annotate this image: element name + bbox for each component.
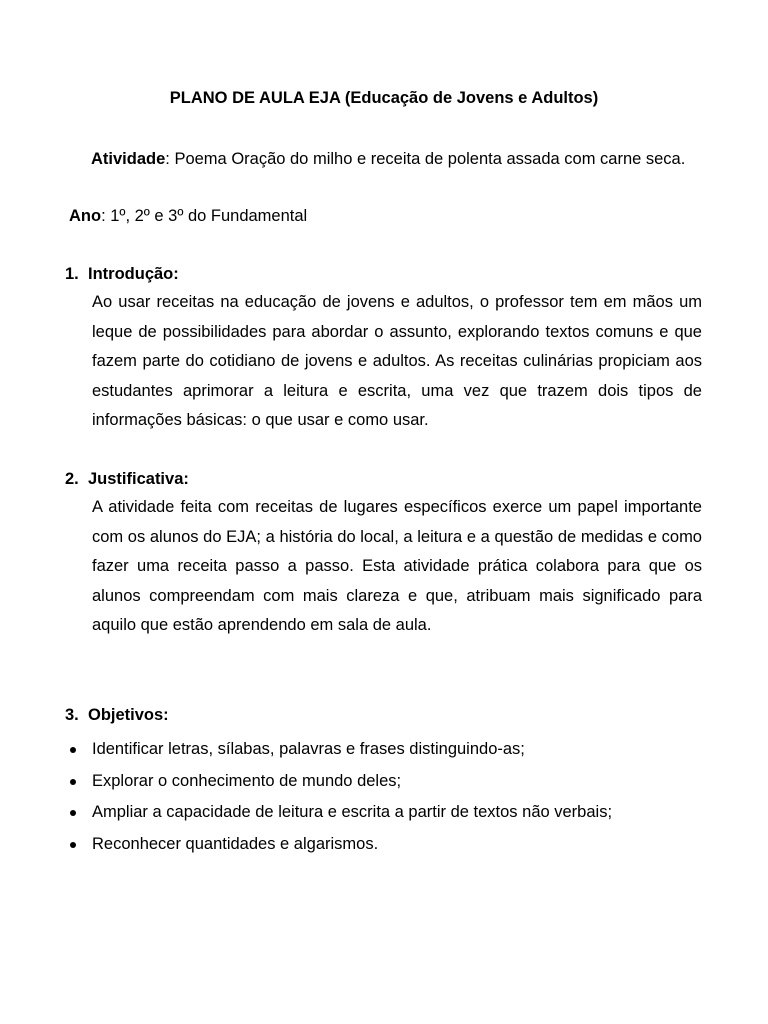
section-number: 1.: [65, 265, 79, 283]
activity-line: [46, 145, 702, 174]
list-item: [66, 829, 706, 861]
section-title: Justificativa:: [88, 470, 189, 488]
list-item: [66, 797, 706, 829]
list-item-text: Reconhecer quantidades e algarismos.: [92, 834, 379, 853]
list-item: [66, 766, 706, 798]
list-item-text: Ampliar a capacidade de leitura e escrita a partir de textos não verbais;: [92, 803, 613, 821]
section-number: 3.: [65, 706, 79, 724]
list-item-text: Explorar o conhecimento de mundo deles;: [92, 771, 402, 790]
bullet-icon: [70, 810, 76, 816]
year-line: [69, 203, 307, 229]
section-text-introduction: Ao usar receitas na educação de jovens e adultos, o professor tem em mãos um leque de possibilidades para abordar o assunto, explorando textos comuns e que fazem parte do cotidiano de jovens e adultos. As receitas culinárias propiciam aos estudantes aprimorar a leitura e escrita, uma vez que trazem dois tipos de informações básicas: o que usar e como usar.: [92, 293, 702, 429]
bullet-icon: [70, 747, 76, 753]
year-text: : 1º, 2º e 3º do Fundamental: [101, 207, 308, 225]
year-label: Ano: [69, 207, 102, 225]
document-title: PLANO DE AULA EJA (Educação de Jovens e Adultos): [169, 89, 599, 107]
bullet-icon: [70, 842, 76, 848]
activity-text: : Poema Oração do milho e receita de polenta assada com carne seca.: [165, 150, 686, 168]
section-heading-justification: [65, 467, 189, 491]
section-heading-objectives: [65, 703, 169, 727]
section-heading-introduction: [65, 262, 179, 286]
section-text-justification: A atividade feita com receitas de lugares específicos exerce um papel importante com os alunos do EJA; a história do local, a leitura e a questão de medidas e como fazer uma receita passo a passo. Esta atividade prática colabora para que os alunos compreendam com mais clareza e que, atribuam mais significado para aquilo que estão aprendendo em sala de aula.: [92, 498, 702, 634]
activity-label: Atividade: [91, 150, 166, 168]
list-item: [66, 734, 706, 766]
objectives-list: [66, 734, 706, 860]
section-number: 2.: [65, 470, 79, 488]
section-title: Introdução:: [88, 265, 179, 283]
bullet-icon: [70, 779, 76, 785]
section-title: Objetivos:: [88, 706, 169, 724]
list-item-text: Identificar letras, sílabas, palavras e frases distinguindo-as;: [92, 740, 525, 758]
